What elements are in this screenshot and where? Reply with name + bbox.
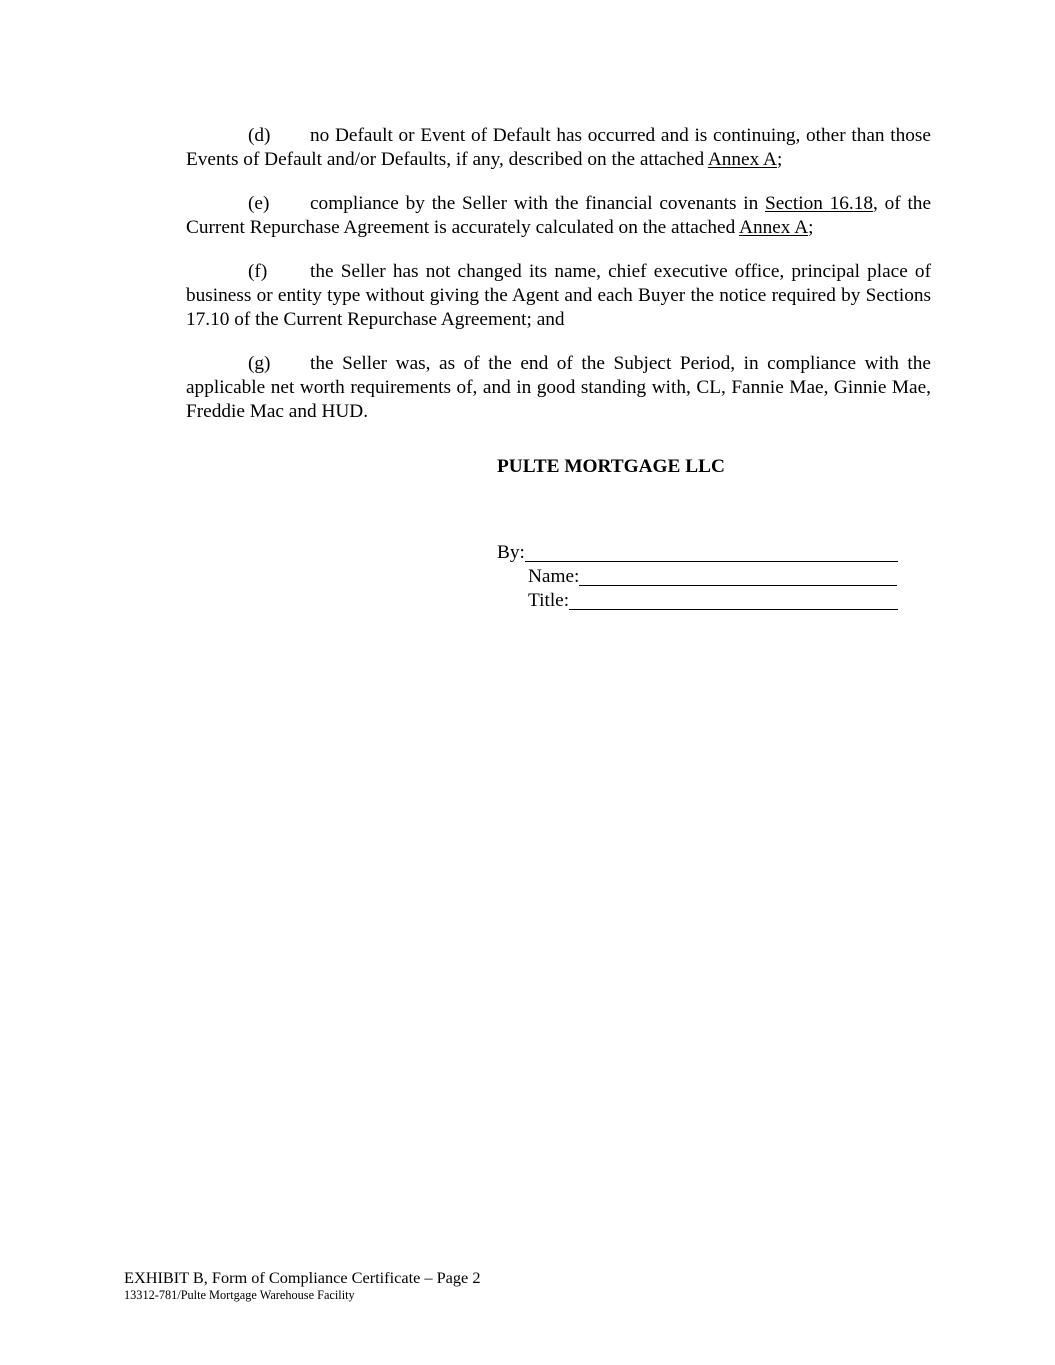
paragraph-text-end: ;	[808, 217, 814, 238]
paragraph-g	[186, 352, 931, 424]
footer-doc-id: 13312-781/Pulte Mortgage Warehouse Facility	[124, 1288, 355, 1302]
paragraph-label: (g)	[248, 353, 271, 374]
paragraph-text: the Seller has not changed its name, chief executive office, principal place of business or entity type without giving the Agent and each Buyer the notice required by Sections 17.10 of the Current Repurchase Agreement; and	[186, 261, 931, 330]
annex-a-reference: Annex A	[739, 217, 809, 238]
paragraph-text: no Default or Event of Default has occurred and is continuing, other than those Events of Default and/or Defaults, if any, described on the attached	[186, 125, 931, 170]
company-name: PULTE MORTGAGE LLC	[497, 456, 725, 477]
section-reference: Section 16.18	[765, 193, 874, 214]
paragraph-f	[186, 260, 931, 332]
annex-a-reference: Annex A	[707, 149, 777, 170]
footer-title: EXHIBIT B, Form of Compliance Certificate – Page 2	[124, 1268, 481, 1287]
paragraph-label: (e)	[248, 193, 270, 214]
certificate-body	[186, 124, 931, 444]
title-label: Title:	[528, 590, 570, 611]
signature-title-line	[528, 589, 898, 613]
by-label: By:	[497, 542, 525, 563]
title-blank	[569, 590, 898, 610]
paragraph-label: (f)	[248, 261, 268, 282]
name-blank	[579, 566, 897, 586]
paragraph-text: compliance by the Seller with the financial covenants in	[310, 193, 766, 214]
by-blank	[525, 542, 898, 562]
paragraph-label: (d)	[248, 125, 271, 146]
name-label: Name:	[528, 566, 580, 587]
paragraph-text: the Seller was, as of the end of the Subject Period, in compliance with the applicable net worth requirements of, and in good standing with, CL, Fannie Mae, Ginnie Mae, Freddie Mac and HUD.	[186, 353, 931, 422]
signature-name-line	[528, 565, 897, 589]
paragraph-d	[186, 124, 931, 172]
signature-by-line	[497, 541, 898, 565]
paragraph-text-end: ;	[776, 149, 783, 170]
paragraph-text-middle: , of the Current Repurchase Agreement is accurately calculated on the attached	[186, 193, 931, 238]
paragraph-e	[186, 192, 931, 240]
